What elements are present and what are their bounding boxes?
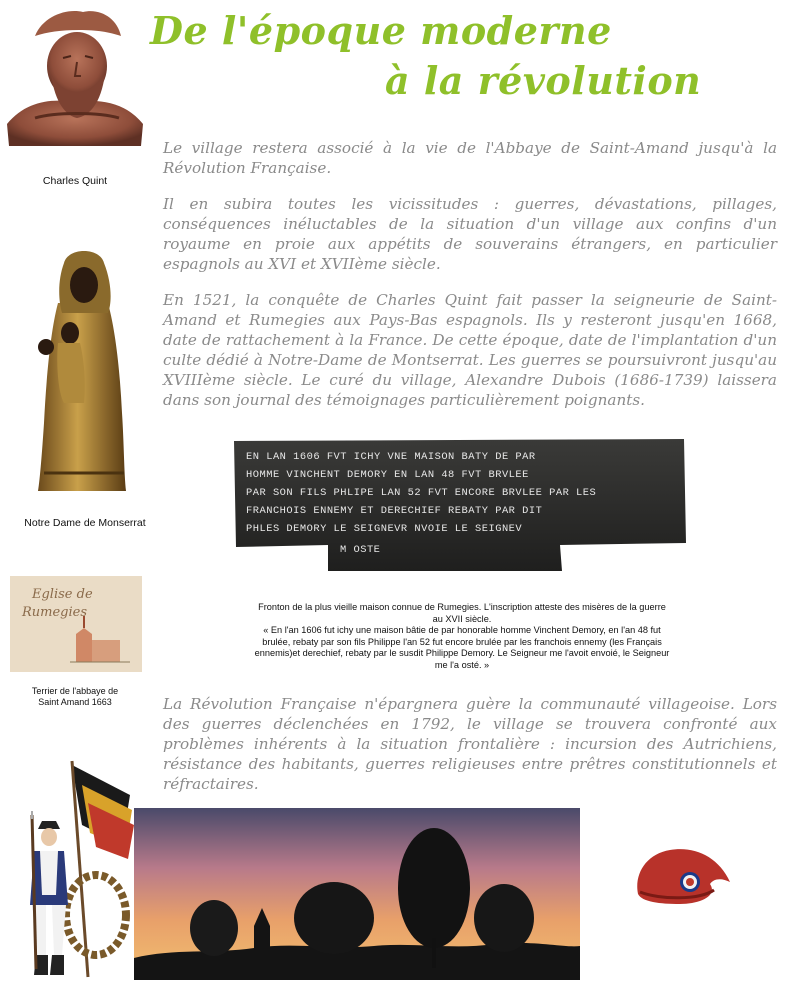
terrier-caption-line-2: Saint Amand 1663: [38, 697, 112, 707]
stone-caption-line-3: « En l'an 1606 fut ichy une maison bâtie de par honorable homme Vinchent Demory, en l'an 48 fut: [263, 625, 661, 635]
terrier-caption: [0, 686, 150, 708]
map-inscription-line-1: Eglise de: [32, 587, 93, 602]
notre-dame-statue-image: [28, 243, 136, 493]
charles-quint-bust-image: [5, 6, 145, 148]
sunset-landscape-image: [134, 808, 580, 980]
terrier-map-image: [10, 576, 142, 672]
paragraph-revolution: La Révolution Française n'épargnera guère la communauté villageoise. Lors des guerres déclenchées en 1792, le village se trouvera confronté aux problèmes inhérents à la situation frontalière : incursion des Autrichiens, résistance des habitants, guerres religieuses entre prêtres constitutionnels et réfractaires.: [163, 695, 777, 793]
revolutionary-soldier-image: [12, 755, 137, 980]
stone-caption-line-2: au XVII siècle.: [432, 613, 492, 624]
stone-caption: [212, 602, 712, 671]
stone-line-6: M OSTE: [340, 544, 381, 556]
paragraph-vicissitudes: Il en subira toutes les vicissitudes : guerres, dévastations, pillages, conséquences inéluctables de la situation d'un village aux confins d'un royaume en proie aux appétits de souverains étrangers, en particulier espagnols au XVI et XVIIème siècle.: [163, 195, 777, 273]
map-inscription-line-2: Rumegies: [22, 605, 88, 620]
phrygian-cap-image: [630, 838, 735, 910]
paragraph-abbey: Le village restera associé à la vie de l'Abbaye de Saint-Amand jusqu'à la Révolution Française.: [163, 139, 777, 177]
stone-caption-line-4: brulée, rebaty par son fils Philippe l'an 52 fut encore brulée par les franchois ennemy (les Français: [262, 636, 662, 647]
stone-line-4: FRANCHOIS ENNEMY ET DERECHIEF REBATY PAR DIT: [246, 505, 543, 517]
charles-quint-caption: Charles Quint: [42, 175, 108, 187]
stone-line-5: PHLES DEMORY LE SEIGNEVR NVOIE LE SEIGNEV: [246, 523, 523, 535]
stone-plaque-image: [232, 437, 688, 573]
stone-caption-line-1: Fronton de la plus vieille maison connue de Rumegies. L'inscription atteste des misères de la guerre: [258, 602, 666, 612]
page-title-line-2: à la révolution: [385, 58, 702, 103]
terrier-caption-line-1: Terrier de l'abbaye de: [31, 686, 119, 696]
stone-line-2: HOMME VINCHENT DEMORY EN LAN 48 FVT BRVLEE: [246, 469, 529, 481]
notre-dame-caption: Notre Dame de Monserrat: [24, 517, 146, 529]
stone-line-1: EN LAN 1606 FVT ICHY VNE MAISON BATY DE PAR: [246, 451, 536, 463]
page-title-line-1: De l'époque moderne: [150, 8, 612, 53]
paragraph-charles-quint: En 1521, la conquête de Charles Quint fait passer la seigneurie de Saint-Amand et Rumegies aux Pays-Bas espagnols. Ils y resteront jusqu'en 1668, date de rattachement à la France. De cette époque, date de l'implantation d'un culte dédié à Notre-Dame de Montserrat. Les guerres se poursuivront jusqu'au XVIIIème siècle. Le curé du village, Alexandre Dubois (1686-1739) laissera dans son journal des témoignages particulièrement poignants.: [163, 291, 777, 409]
stone-caption-line-5: ennemis)et derechief, rebaty par le susdit Philippe Demory. Le Seigneur me l'avoit envoié, le Seigneur: [254, 648, 670, 658]
stone-line-3: PAR SON FILS PHLIPE LAN 52 FVT ENCORE BRVLEE PAR LES: [246, 487, 597, 499]
stone-caption-line-6: me l'a osté. »: [434, 659, 490, 670]
